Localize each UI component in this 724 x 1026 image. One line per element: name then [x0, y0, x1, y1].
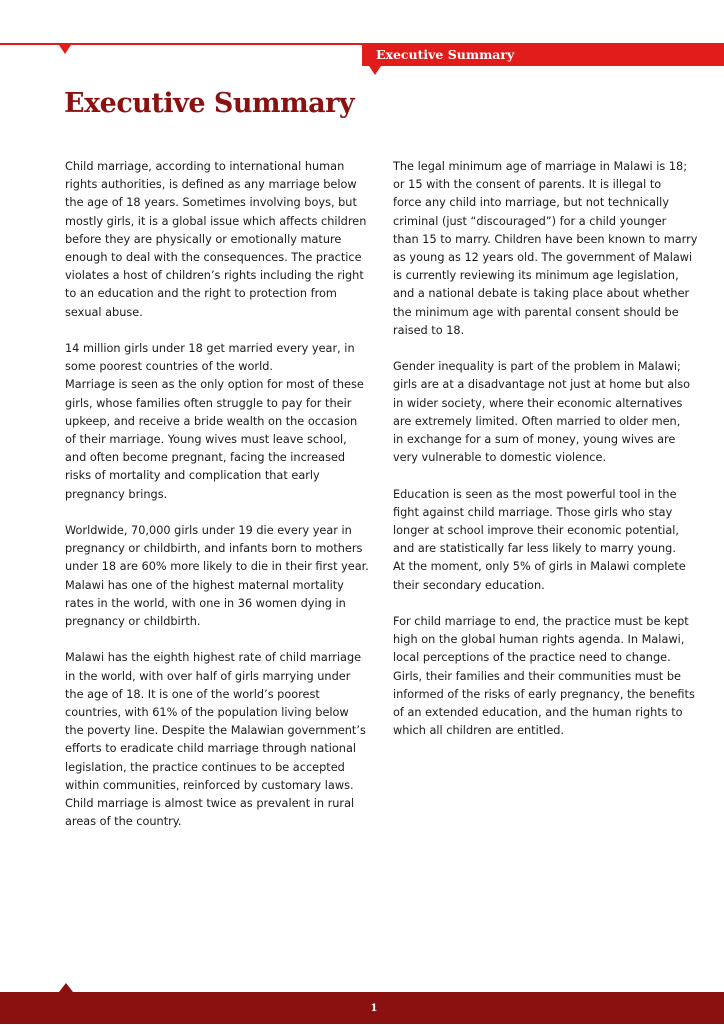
text-line: within communities, reinforced by customary laws. — [65, 778, 354, 792]
text-line: the age of 18 years. Sometimes involving boys, but — [65, 196, 357, 210]
text-line: under 18 are 60% more likely to die in their first year. — [65, 560, 369, 574]
text-line: sexual abuse. — [65, 305, 143, 319]
text-line: and often become pregnant, facing the increased — [65, 451, 346, 465]
text-line: raised to 18. — [393, 323, 465, 337]
text-line: legislation, the practice continues to be accepted — [65, 760, 345, 774]
text-line: some poorest countries of the world. — [65, 360, 273, 374]
section-tab-triangle — [369, 66, 381, 75]
text-line: Malawi has the eighth highest rate of child marriage — [65, 651, 362, 665]
text-line: of their marriage. Young wives must leave school, — [65, 433, 347, 447]
text-line: girls, whose families often struggle to pay for their — [65, 396, 352, 410]
text-line: or 15 with the consent of parents. It is illegal to — [393, 178, 662, 192]
text-line: rates in the world, with one in 36 women dying in — [65, 596, 346, 610]
text-line: as young as 12 years old. The government of Malawi — [393, 251, 693, 265]
text-line: high on the global human rights agenda. In Malawi, — [393, 633, 685, 647]
paragraph — [65, 158, 365, 322]
text-line: in wider society, where their economic alternatives — [393, 396, 683, 410]
text-line: criminal (just “discouraged”) for a child younger — [393, 214, 667, 228]
text-line: which all children are entitled. — [393, 724, 565, 738]
text-line: force any child into marriage, but not technically — [393, 196, 670, 210]
text-line: informed of the risks of early pregnancy, the benefits — [393, 687, 695, 701]
text-line: risks of mortality and complication that early — [65, 469, 320, 483]
text-line: Child marriage, according to international human — [65, 160, 345, 173]
left-column — [65, 158, 369, 850]
paragraph — [393, 613, 693, 740]
text-line: is currently reviewing its minimum age legislation, — [393, 269, 679, 283]
text-line: Gender inequality is part of the problem in Malawi; — [393, 360, 681, 374]
text-line: 14 million girls under 18 get married every year, in — [65, 342, 355, 356]
text-line: to an education and the right to protection from — [65, 287, 337, 301]
text-line: Malawi has one of the highest maternal mortality — [65, 578, 344, 592]
paragraph — [65, 649, 365, 831]
section-tab: Executive Summary — [362, 43, 724, 66]
text-line: their secondary education. — [393, 578, 545, 592]
paragraph — [393, 358, 693, 467]
text-line: areas of the country. — [65, 815, 182, 829]
text-line: than 15 to marry. Children have been known to marry — [393, 232, 698, 246]
paragraph — [393, 486, 693, 595]
text-line: mostly girls, it is a global issue which affects children — [65, 214, 367, 228]
text-line: longer at school improve their economic potential, — [393, 524, 680, 538]
text-line: Education is seen as the most powerful tool in the — [393, 487, 677, 501]
text-line: pregnancy brings. — [65, 487, 168, 501]
text-line: in exchange for a sum of money, young wives are — [393, 433, 676, 447]
text-line: Marriage is seen as the only option for most of these — [65, 378, 364, 392]
text-line: fight against child marriage. Those girls who stay — [393, 505, 673, 519]
text-line: before they are physically or emotionally mature — [65, 232, 342, 246]
text-line: pregnancy or childbirth, and infants born to mothers — [65, 542, 363, 556]
header-triangle-marker — [59, 45, 71, 54]
text-line: in the world, with over half of girls marrying under — [65, 669, 351, 683]
text-line: the poverty line. Despite the Malawian government’s — [65, 724, 366, 738]
text-line: the age of 18. It is one of the world’s poorest — [65, 687, 320, 701]
text-line: The legal minimum age of marriage in Malawi is 18; — [393, 160, 688, 173]
text-line: and a national debate is taking place about whether — [393, 287, 690, 301]
text-line: pregnancy or childbirth. — [65, 615, 201, 629]
paragraph — [65, 522, 369, 631]
text-line: girls are at a disadvantage not just at home but also — [393, 378, 691, 392]
text-line: upkeep, and receive a bride wealth on the occasion — [65, 414, 358, 428]
text-line: very vulnerable to domestic violence. — [393, 451, 607, 465]
text-line: the minimum age with parental consent should be — [393, 305, 679, 319]
page-title: Executive Summary — [64, 88, 355, 119]
text-line: are extremely limited. Often married to older men, — [393, 414, 681, 428]
text-line: Child marriage is almost twice as prevalent in rural — [65, 797, 355, 811]
right-column — [393, 158, 698, 759]
text-line: local perceptions of the practice need to change. — [393, 651, 671, 665]
paragraph — [393, 158, 698, 340]
text-line: enough to deal with the consequences. The practice — [65, 251, 362, 265]
footer-triangle-marker — [59, 983, 73, 992]
text-line: rights authorities, is defined as any marriage below — [65, 178, 357, 192]
text-line: efforts to eradicate child marriage through national — [65, 742, 357, 756]
text-line: and are statistically far less likely to marry young. — [393, 542, 676, 556]
text-line: Worldwide, 70,000 girls under 19 die every year in — [65, 524, 352, 538]
paragraph — [65, 340, 365, 504]
text-line: Girls, their families and their communities must be — [393, 669, 681, 683]
text-line: violates a host of children’s rights including the right — [65, 269, 364, 283]
page-number: 1 — [370, 1003, 378, 1014]
text-line: At the moment, only 5% of girls in Malawi complete — [393, 560, 686, 574]
text-line: of an extended education, and the human rights to — [393, 706, 683, 720]
text-line: For child marriage to end, the practice must be kept — [393, 615, 689, 629]
text-line: countries, with 61% of the population living below — [65, 706, 349, 720]
